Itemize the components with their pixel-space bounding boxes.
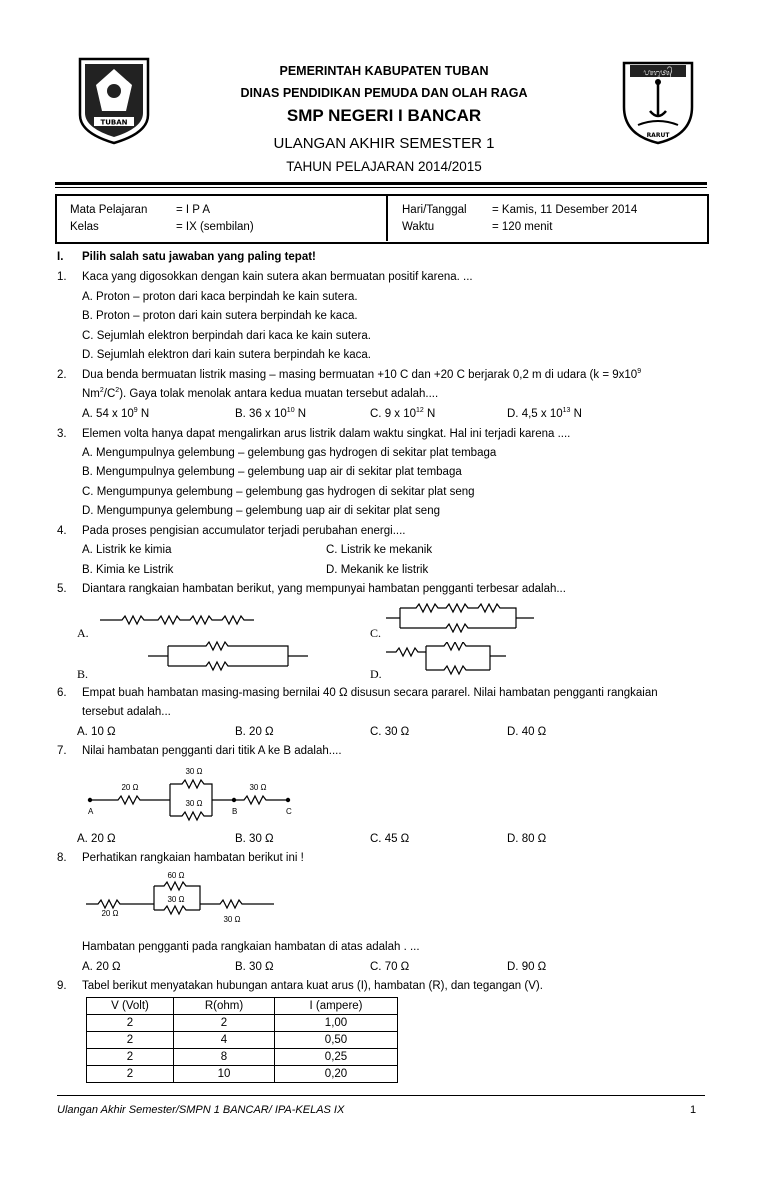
q6-option-b: B. 20 Ω <box>235 726 274 738</box>
q2-option-b: B. 36 x $10^{10}$ N <box>235 407 307 420</box>
table-cell: 2 <box>87 1066 174 1083</box>
q7-r4-label: 30 Ω <box>249 783 267 792</box>
q5-option-d: D. <box>370 667 382 681</box>
q7-option-a: A. 20 Ω <box>77 833 116 845</box>
q2-option-d: D. 4,5 x $10^{13}$ N <box>507 407 582 420</box>
q5-circuit-b <box>148 638 308 672</box>
time-value: = 120 menit <box>492 221 553 233</box>
q8-option-d: D. 90 Ω <box>507 961 547 973</box>
date-label: Hari/Tanggal <box>402 204 467 216</box>
info-divider <box>386 195 388 241</box>
class-label: Kelas <box>70 221 99 233</box>
table-header-row <box>87 998 398 1015</box>
q7-text: Nilai hambatan pengganti dari titik A ke B adalah.... <box>82 745 342 757</box>
q6-number: 6. <box>57 687 67 699</box>
q4-option-a: A. Listrik ke kimia <box>82 544 172 556</box>
q5-text: Diantara rangkaian hambatan berikut, yang mempunyai hambatan pengganti terbesar adalah... <box>82 583 566 595</box>
q7-r3-label: 30 Ω <box>185 799 203 808</box>
header-line1: PEMERINTAH KABUPATEN TUBAN <box>279 64 489 78</box>
table-cell: 10 <box>174 1066 275 1083</box>
q8-r3-label: 30 Ω <box>167 895 185 904</box>
q2-text-line1: Dua benda bermuatan listrik masing – masing bermuatan +10 C dan +20 C berjarak 0,2 m di udara ($k = 9x10^9$ <box>82 368 642 381</box>
q4-number: 4. <box>57 525 67 537</box>
q5-option-b: B. <box>77 667 89 681</box>
school-year: TAHUN PELAJARAN 2014/2015 <box>286 159 482 174</box>
table-cell: 0,25 <box>275 1049 398 1066</box>
q8-r2-label: 60 Ω <box>167 871 185 880</box>
q9-number: 9. <box>57 980 67 992</box>
table-cell: 1,00 <box>275 1015 398 1032</box>
q7-point-a: A <box>88 807 94 816</box>
q5-option-a: A. <box>77 626 89 640</box>
q7-r1-label: 20 Ω <box>121 783 139 792</box>
q5-option-c: C. <box>370 626 382 640</box>
q7-number: 7. <box>57 745 67 757</box>
q8-number: 8. <box>57 852 67 864</box>
time-label: Waktu <box>402 221 435 233</box>
table-row <box>87 1049 398 1066</box>
table-cell: 4 <box>174 1032 275 1049</box>
table-cell: 2 <box>87 1049 174 1066</box>
table-header-cell: I (ampere) <box>275 998 398 1015</box>
q1-text: Kaca yang digosokkan dengan kain sutera akan bermuatan positif karena. ... <box>82 271 473 283</box>
q2-text-line2: $Nm^2/C^2$). Gaya tolak menolak antara kedua muatan tersebut adalah.... <box>82 387 439 400</box>
q7-option-d: D. 80 Ω <box>507 833 547 845</box>
q1-option-d: D. Sejumlah elektron dari kain sutera berpindah ke kaca. <box>82 349 371 361</box>
q7-option-c: C. 45 Ω <box>370 833 410 845</box>
q7-point-b: B <box>232 807 238 816</box>
q8-text: Perhatikan rangkaian hambatan berikut ini ! <box>82 852 304 864</box>
table-header-cell: R(ohm) <box>174 998 275 1015</box>
q8-r4-label: 30 Ω <box>223 915 241 924</box>
q4-option-c: C. Listrik ke mekanik <box>326 544 433 556</box>
table-cell: 2 <box>174 1015 275 1032</box>
section-title: Pilih salah satu jawaban yang paling tepat! <box>82 251 316 263</box>
q8-option-b: B. 30 Ω <box>235 961 274 973</box>
q3-number: 3. <box>57 428 67 440</box>
q3-text: Elemen volta hanya dapat mengalirkan arus listrik dalam waktu singkat. Hal ini terjadi karena .... <box>82 428 571 440</box>
q8-option-c: C. 70 Ω <box>370 961 410 973</box>
q7-point-c: C <box>286 807 292 816</box>
q5-circuit-a <box>100 612 260 628</box>
footer-rule <box>57 1095 705 1096</box>
exam-title: ULANGAN AKHIR SEMESTER 1 <box>273 135 495 152</box>
logo-right-script: ᬳᬭᬸᬢ᭄ <box>643 68 673 77</box>
q8-r1-label: 20 Ω <box>101 909 119 918</box>
q1-number: 1. <box>57 271 67 283</box>
table-cell: 0,20 <box>275 1066 398 1083</box>
table-cell: 0,50 <box>275 1032 398 1049</box>
logo-left-text: TUBAN <box>100 118 128 127</box>
q6-text-line2: tersebut adalah... <box>82 706 171 718</box>
q7-option-b: B. 30 Ω <box>235 833 274 845</box>
q9-table <box>86 997 398 1083</box>
q1-option-c: C. Sejumlah elektron berpindah dari kaca ke kain sutera. <box>82 330 371 342</box>
table-row <box>87 1066 398 1083</box>
class-value: = IX (sembilan) <box>176 221 254 233</box>
page-number: 1 <box>690 1104 697 1116</box>
table-cell: 8 <box>174 1049 275 1066</box>
footer-text: Ulangan Akhir Semester/SMPN 1 BANCAR/ IPA-KELAS IX <box>57 1104 345 1116</box>
q1-option-b: B. Proton – proton dari kain sutera berpindah ke kaca. <box>82 310 358 322</box>
logo-right-bottom: RARUT <box>646 132 670 139</box>
q2-number: 2. <box>57 369 67 381</box>
q3-option-d: D. Mengumpunya gelembung – gelembung uap air di sekitar plat seng <box>82 505 440 517</box>
q6-option-c: C. 30 Ω <box>370 726 410 738</box>
q5-circuit-d <box>386 642 546 676</box>
header-line2: DINAS PENDIDIKAN PEMUDA DAN OLAH RAGA <box>240 86 528 100</box>
q8-option-a: A. 20 Ω <box>82 961 121 973</box>
q7-r2-label: 30 Ω <box>185 767 203 776</box>
section-number: I. <box>57 251 64 263</box>
q1-option-a: A. Proton – proton dari kaca berpindah ke kain sutera. <box>82 291 358 303</box>
q6-option-a: A. 10 Ω <box>77 726 116 738</box>
header-rule-thin <box>55 187 707 188</box>
header-rule-thick <box>55 182 707 185</box>
q3-option-a: A. Mengumpulnya gelembung – gelembung gas hydrogen di sekitar plat tembaga <box>82 447 497 459</box>
q4-option-b: B. Kimia ke Listrik <box>82 564 174 576</box>
q5-number: 5. <box>57 583 67 595</box>
subject-label: Mata Pelajaran <box>70 204 148 216</box>
q4-option-d: D. Mekanik ke listrik <box>326 564 429 576</box>
table-row <box>87 1032 398 1049</box>
q8-circuit <box>84 870 280 928</box>
q6-option-d: D. 40 Ω <box>507 726 547 738</box>
school-name: SMP NEGERI I BANCAR <box>286 106 482 125</box>
q5-circuit-c <box>386 603 546 633</box>
table-row <box>87 1015 398 1032</box>
q3-option-b: B. Mengumpulnya gelembung – gelembung uap air di sekitar plat tembaga <box>82 466 462 478</box>
q2-option-a: A. 54 x $10^9$ N <box>82 407 150 420</box>
table-header-cell: V (Volt) <box>87 998 174 1015</box>
subject-value: = I P A <box>176 204 210 216</box>
table-cell: 2 <box>87 1015 174 1032</box>
q2-option-c: C. 9 x $10^{12}$ N <box>370 407 436 420</box>
q9-text: Tabel berikut menyatakan hubungan antara kuat arus (I), hambatan (R), dan tegangan (V). <box>82 980 543 992</box>
date-value: = Kamis, 11 Desember 2014 <box>492 204 638 216</box>
q6-text-line1: Empat buah hambatan masing-masing bernilai 40 Ω disusun secara pararel. Nilai hambatan pengganti rangkaian <box>82 687 658 699</box>
q4-text: Pada proses pengisian accumulator terjadi perubahan energi.... <box>82 525 406 537</box>
q3-option-c: C. Mengumpunya gelembung – gelembung gas hydrogen di sekitar plat seng <box>82 486 475 498</box>
table-cell: 2 <box>87 1032 174 1049</box>
q7-circuit <box>84 764 300 826</box>
q8-text2: Hambatan pengganti pada rangkaian hambatan di atas adalah . ... <box>82 941 420 953</box>
info-box <box>55 194 709 244</box>
